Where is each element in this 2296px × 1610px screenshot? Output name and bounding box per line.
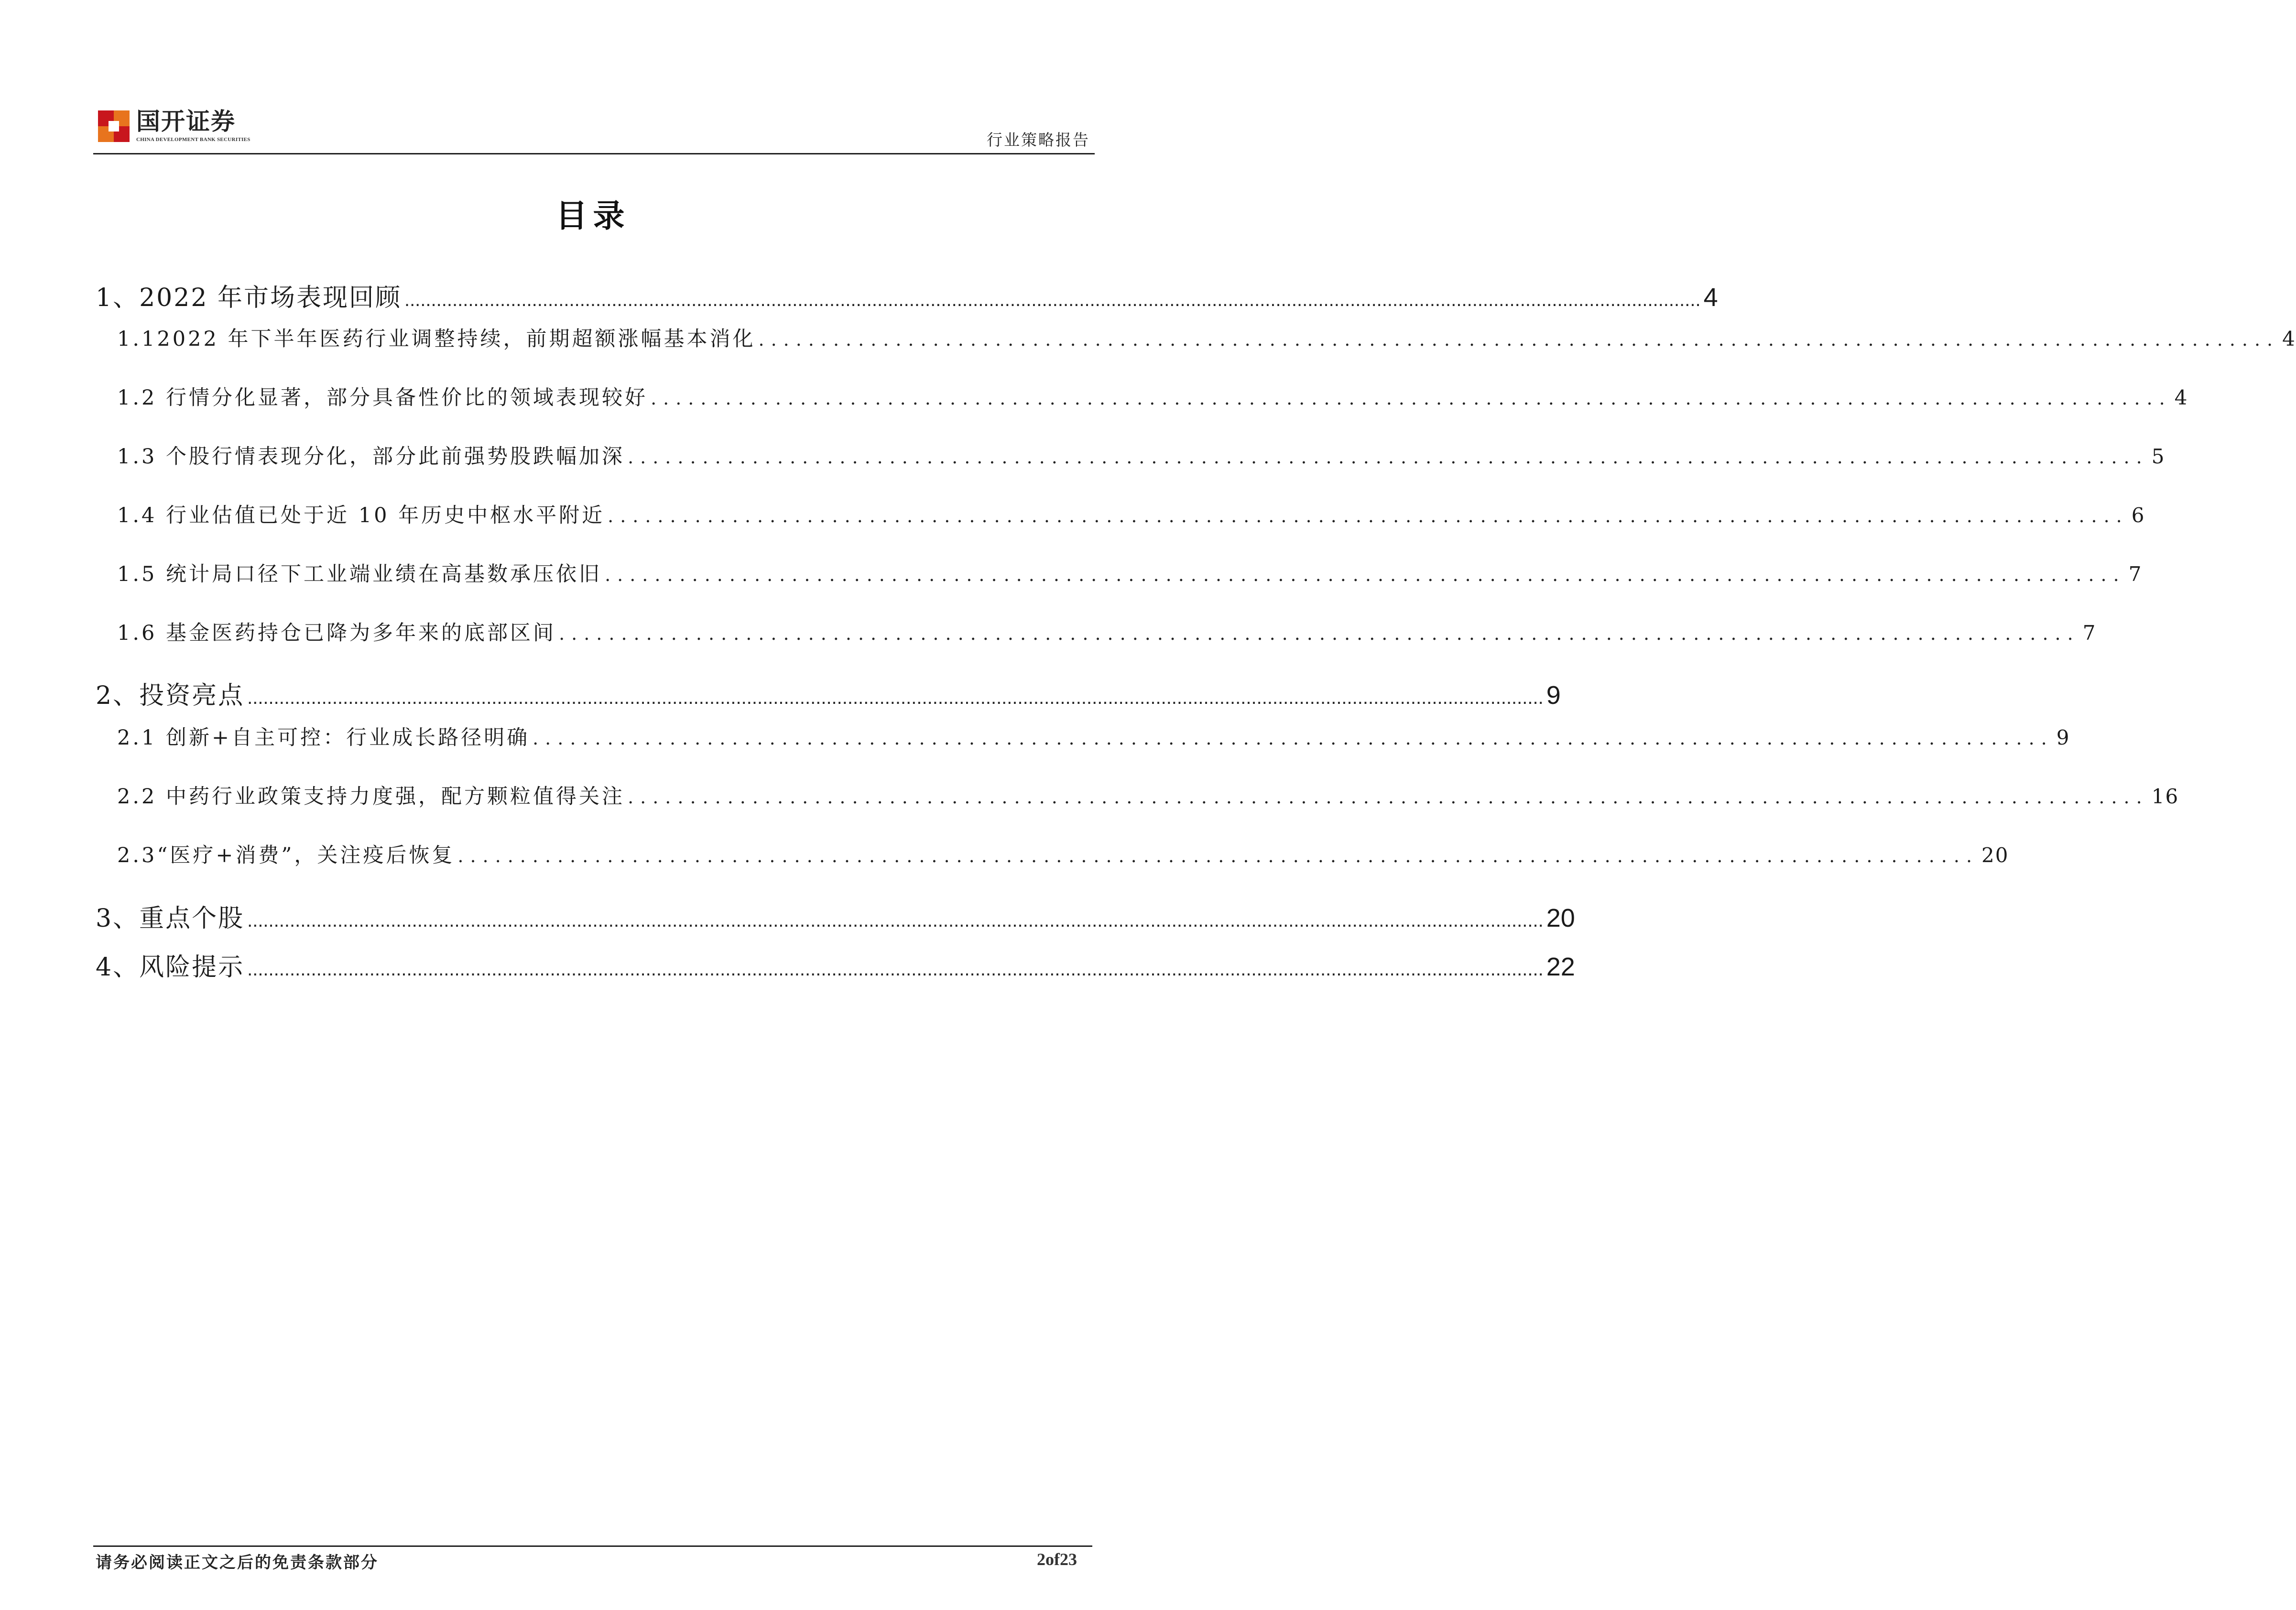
toc-entry-label: 1.12022 年下半年医药行业调整持续，前期超额涨幅基本消化 [117,327,756,351]
header-divider [93,153,1095,154]
toc-leader-dots: .......................................................................................................................... [758,329,2280,350]
toc-entry-label: 1.3 个股行情表现分化，部分此前强势股跌幅加深 [117,445,625,469]
toc-entry-3[interactable] [96,898,1575,934]
toc-entry-4[interactable] [96,947,1575,983]
toc-entry-page: 22 [1546,953,1575,981]
toc-entry-page: 4 [2174,386,2188,409]
toc-entry-2[interactable] [96,675,1561,711]
company-logo [98,108,250,146]
footer-disclaimer: 请务必阅读正文之后的免责条款部分 [96,1553,379,1572]
toc-entry-label: 4、风险提示 [96,953,245,982]
toc-entry-1[interactable] [96,277,1718,313]
toc-entry-label: 1.6 基金医药持仓已降为多年来的底部区间 [117,621,556,645]
toc-entry-1-3[interactable] [117,440,2165,470]
logo-mark-icon [98,110,130,142]
toc-leader-dots: .......................................................................................................................... [559,623,2080,644]
toc-entry-label: 2.2 中药行业政策支持力度强，配方颗粒值得关注 [117,785,625,809]
toc-entry-page: 9 [1546,681,1561,710]
toc-entry-label: 2.1 创新+自主可控：行业成长路径明确 [117,726,530,750]
toc-entry-page: 20 [1981,843,2009,867]
toc-entry-label: 3、重点个股 [96,904,245,933]
toc-entry-page: 9 [2056,726,2070,749]
toc-leader-dots: .................................................................................................................................................................................................................................................... [404,289,1701,310]
toc-entry-1-5[interactable] [117,558,2143,587]
toc-entry-1-4[interactable] [117,499,2145,528]
toc-entry-page: 20 [1546,904,1575,932]
toc-leader-dots: .......................................................................................................................... [628,787,2149,808]
report-type-label: 行业策略报告 [987,131,1090,149]
toc-entry-label: 2.3“医疗+消费”，关注疫后恢复 [117,843,455,867]
toc-entry-label: 1.4 行业估值已处于近 10 年历史中枢水平附近 [117,504,605,527]
toc-entry-page: 4 [1703,283,1718,312]
toc-entry-page: 6 [2131,504,2145,527]
toc-entry-label: 1.2 行情分化显著，部分具备性价比的领域表现较好 [117,386,648,410]
toc-entry-page: 4 [2282,327,2296,350]
toc-leader-dots: .......................................................................................................................... [651,388,2172,409]
page-indicator: 2of23 [1037,1550,1077,1569]
toc-leader-dots: .......................................................................................................................... [608,505,2129,526]
toc-entry-page: 5 [2151,445,2165,468]
toc-leader-dots: .......................................................................................................................... [605,564,2126,585]
toc-entry-1-2[interactable] [117,382,2188,411]
toc-leader-dots: .................................................................................................................................................................................................................................................... [247,910,1544,931]
toc-leader-dots: .......................................................................................................................... [533,728,2054,749]
toc-entry-2-2[interactable] [117,780,2179,810]
toc-entry-1-1[interactable] [117,323,2296,352]
toc-leader-dots: .......................................................................................................................... [628,447,2149,468]
toc-entry-page: 16 [2151,785,2179,808]
toc-entry-2-3[interactable] [117,839,2009,868]
toc-leader-dots: .................................................................................................................................................................................................................................................... [247,959,1544,980]
toc-leader-dots: .................................................................................................................................................................................................................................................... [247,687,1544,708]
toc-entry-label: 1、2022 年市场表现回顾 [96,284,402,312]
logo-chinese-name: 国开证券 [136,107,236,135]
logo-english-name: CHINA DEVELOPMENT BANK SECURITIES [136,137,250,142]
toc-entry-2-1[interactable] [117,722,2070,751]
page-header [93,108,1095,155]
toc-entry-page: 7 [2128,562,2143,586]
toc-entry-label: 2、投资亮点 [96,681,245,710]
footer-divider [93,1545,1092,1547]
toc-entry-label: 1.5 统计局口径下工业端业绩在高基数承压依旧 [117,562,602,586]
toc-leader-dots: .......................................................................................................................... [457,845,1979,866]
toc-title: 目录 [555,197,631,234]
toc-entry-page: 7 [2082,621,2097,645]
toc-entry-1-6[interactable] [117,617,2097,646]
